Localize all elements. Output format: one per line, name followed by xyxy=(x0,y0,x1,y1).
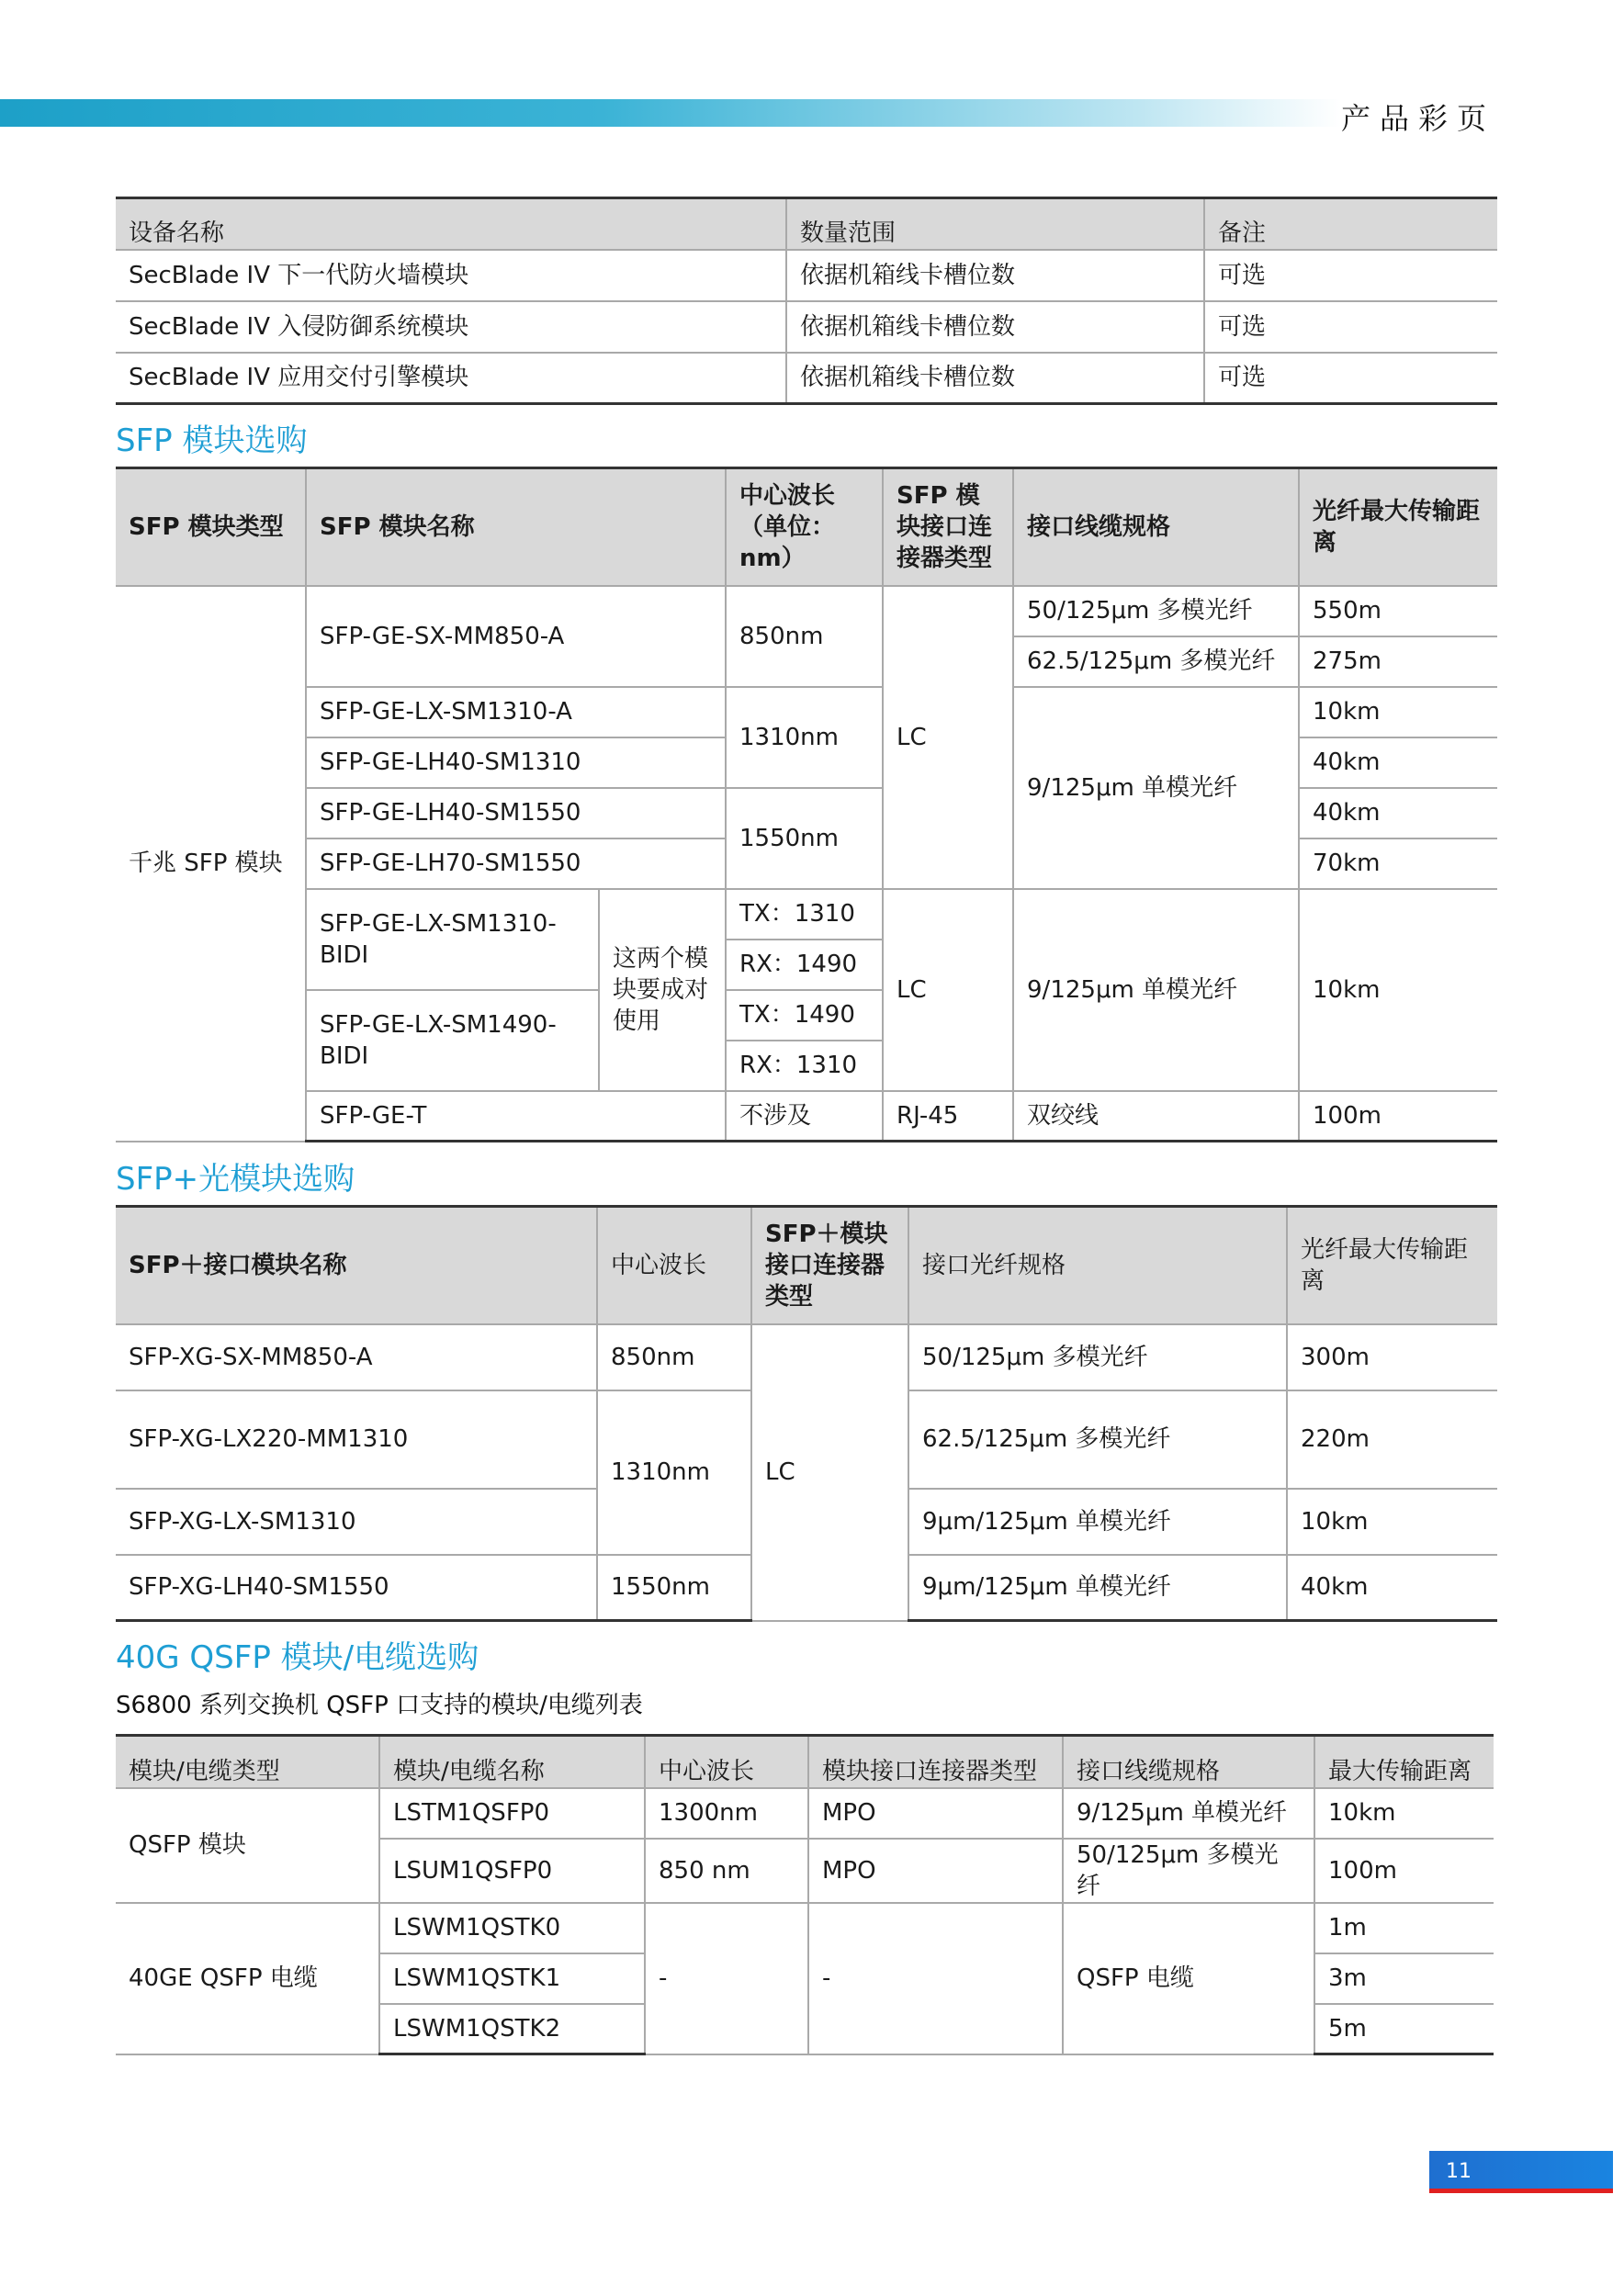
distance-cell: 40km xyxy=(1287,1555,1497,1621)
col-header: 最大传输距离 xyxy=(1314,1736,1494,1788)
cable-cell: 9/125μm 单模光纤 xyxy=(1013,687,1299,889)
module-name-cell: SFP-GE-LH40-SM1550 xyxy=(306,788,726,838)
distance-cell: 550m xyxy=(1299,586,1497,636)
table-row xyxy=(116,586,1497,636)
distance-cell: 3m xyxy=(1314,1953,1494,2004)
distance-cell: 100m xyxy=(1299,1091,1497,1142)
col-header: 光纤最大传输距离 xyxy=(1299,468,1497,586)
distance-cell: 220m xyxy=(1287,1390,1497,1489)
col-header: 接口线缆规格 xyxy=(1063,1736,1314,1788)
cable-cell: 9μm/125μm 单模光纤 xyxy=(908,1489,1287,1555)
distance-cell: 10km xyxy=(1287,1489,1497,1555)
table-row xyxy=(116,687,1497,737)
table-cell: 依据机箱线卡槽位数 xyxy=(786,353,1204,404)
module-name-cell: LSWM1QSTK1 xyxy=(379,1953,645,2004)
qsfp-table xyxy=(116,1734,1494,2055)
wavelength-cell: 1550nm xyxy=(597,1555,751,1621)
wavelength-cell: 1550nm xyxy=(726,788,883,889)
cable-cell: 62.5/125μm 多模光纤 xyxy=(908,1390,1287,1489)
distance-cell: 40km xyxy=(1299,788,1497,838)
device-table xyxy=(116,197,1497,405)
table-row xyxy=(116,353,1497,404)
distance-cell: 10km xyxy=(1299,889,1497,1091)
connector-cell: LC xyxy=(883,889,1013,1091)
module-name-cell: SFP-GE-T xyxy=(306,1091,726,1142)
sfp-table xyxy=(116,467,1497,1142)
distance-cell: 300m xyxy=(1287,1324,1497,1390)
module-name-cell: LSTM1QSFP0 xyxy=(379,1788,645,1839)
table-cell: SecBlade IV 入侵防御系统模块 xyxy=(116,301,786,353)
table-row xyxy=(116,1091,1497,1142)
col-header: 模块/电缆名称 xyxy=(379,1736,645,1788)
cable-cell: 50/125μm 多模光纤 xyxy=(908,1324,1287,1390)
cable-cell: 50/125μm 多模光纤 xyxy=(1063,1839,1314,1903)
wavelength-cell: RX：1490 xyxy=(726,940,883,990)
module-name-cell: SFP-GE-LX-SM1310-A xyxy=(306,687,726,737)
table-row xyxy=(116,889,1497,940)
col-header: 接口光纤规格 xyxy=(908,1207,1287,1324)
distance-cell: 275m xyxy=(1299,636,1497,687)
cable-cell: QSFP 电缆 xyxy=(1063,1903,1314,2054)
distance-cell: 5m xyxy=(1314,2004,1494,2054)
connector-cell: LC xyxy=(751,1324,908,1621)
section-title-sfp-plus: SFP+光模块选购 xyxy=(116,1161,355,1198)
table-row xyxy=(116,1324,1497,1390)
module-type-cell: QSFP 模块 xyxy=(116,1788,379,1903)
page-number: 11 xyxy=(1429,2151,1613,2193)
wavelength-cell: 850 nm xyxy=(645,1839,808,1903)
distance-cell: 1m xyxy=(1314,1903,1494,1953)
table-cell: 可选 xyxy=(1204,301,1497,353)
module-name-cell: LSUM1QSFP0 xyxy=(379,1839,645,1903)
module-name-cell: SFP-XG-SX-MM850-A xyxy=(116,1324,597,1390)
module-name-cell: SFP-GE-LX-SM1310-BIDI xyxy=(306,889,599,990)
module-name-cell: SFP-GE-LH40-SM1310 xyxy=(306,737,726,788)
col-header: 模块接口连接器类型 xyxy=(808,1736,1063,1788)
connector-cell: MPO xyxy=(808,1839,1063,1903)
col-header: 数量范围 xyxy=(786,198,1204,250)
module-name-cell: LSWM1QSTK2 xyxy=(379,2004,645,2054)
table-cell: SecBlade IV 应用交付引擎模块 xyxy=(116,353,786,404)
table-row xyxy=(116,1903,1494,1953)
col-header: 光纤最大传输距离 xyxy=(1287,1207,1497,1324)
table-row xyxy=(116,1788,1494,1839)
module-name-cell: LSWM1QSTK0 xyxy=(379,1903,645,1953)
wavelength-cell: RX：1310 xyxy=(726,1041,883,1091)
wavelength-cell: 850nm xyxy=(726,586,883,687)
bidi-note-cell: 这两个模块要成对使用 xyxy=(599,889,726,1091)
connector-cell: - xyxy=(808,1903,1063,2054)
wavelength-cell: 不涉及 xyxy=(726,1091,883,1142)
table-cell: 依据机箱线卡槽位数 xyxy=(786,301,1204,353)
distance-cell: 10km xyxy=(1299,687,1497,737)
table-cell: SecBlade IV 下一代防火墙模块 xyxy=(116,250,786,301)
qsfp-caption: S6800 系列交换机 QSFP 口支持的模块/电缆列表 xyxy=(116,1692,643,1719)
col-header: SFP＋模块接口连接器类型 xyxy=(751,1207,908,1324)
cable-cell: 9μm/125μm 单模光纤 xyxy=(908,1555,1287,1621)
wavelength-cell: 1300nm xyxy=(645,1788,808,1839)
distance-cell: 100m xyxy=(1314,1839,1494,1903)
table-cell: 可选 xyxy=(1204,250,1497,301)
wavelength-cell: - xyxy=(645,1903,808,2054)
connector-cell: LC xyxy=(883,586,1013,889)
section-title-qsfp: 40G QSFP 模块/电缆选购 xyxy=(116,1639,479,1676)
module-name-cell: SFP-XG-LH40-SM1550 xyxy=(116,1555,597,1621)
cable-cell: 9/125μm 单模光纤 xyxy=(1063,1788,1314,1839)
table-cell: 可选 xyxy=(1204,353,1497,404)
table-row xyxy=(116,301,1497,353)
cable-cell: 62.5/125μm 多模光纤 xyxy=(1013,636,1299,687)
cable-cell: 双绞线 xyxy=(1013,1091,1299,1142)
col-header: SFP 模块接口连接器类型 xyxy=(883,468,1013,586)
module-name-cell: SFP-GE-LX-SM1490-BIDI xyxy=(306,990,599,1091)
col-header: 中心波长 xyxy=(645,1736,808,1788)
table-row xyxy=(116,250,1497,301)
connector-cell: MPO xyxy=(808,1788,1063,1839)
distance-cell: 40km xyxy=(1299,737,1497,788)
page-header-title: 产品彩页 xyxy=(1341,101,1496,136)
module-name-cell: SFP-GE-SX-MM850-A xyxy=(306,586,726,687)
col-header: 接口线缆规格 xyxy=(1013,468,1299,586)
module-name-cell: SFP-XG-LX220-MM1310 xyxy=(116,1390,597,1489)
col-header: 中心波长 xyxy=(597,1207,751,1324)
connector-cell: RJ-45 xyxy=(883,1091,1013,1142)
module-name-cell: SFP-XG-LX-SM1310 xyxy=(116,1489,597,1555)
module-type-cell: 千兆 SFP 模块 xyxy=(116,586,306,1142)
header-gradient-bar xyxy=(0,99,1341,127)
sfp-plus-table xyxy=(116,1205,1497,1622)
wavelength-cell: 1310nm xyxy=(597,1390,751,1555)
col-header: SFP＋接口模块名称 xyxy=(116,1207,597,1324)
table-cell: 依据机箱线卡槽位数 xyxy=(786,250,1204,301)
module-type-cell: 40GE QSFP 电缆 xyxy=(116,1903,379,2054)
wavelength-cell: TX：1490 xyxy=(726,990,883,1041)
distance-cell: 70km xyxy=(1299,838,1497,889)
col-header: 设备名称 xyxy=(116,198,786,250)
cable-cell: 50/125μm 多模光纤 xyxy=(1013,586,1299,636)
wavelength-cell: 1310nm xyxy=(726,687,883,788)
wavelength-cell: TX：1310 xyxy=(726,889,883,940)
distance-cell: 10km xyxy=(1314,1788,1494,1839)
col-header: SFP 模块名称 xyxy=(306,468,726,586)
col-header: 备注 xyxy=(1204,198,1497,250)
col-header: 中心波长（单位：nm） xyxy=(726,468,883,586)
col-header: SFP 模块类型 xyxy=(116,468,306,586)
section-title-sfp: SFP 模块选购 xyxy=(116,422,308,459)
wavelength-cell: 850nm xyxy=(597,1324,751,1390)
col-header: 模块/电缆类型 xyxy=(116,1736,379,1788)
cable-cell: 9/125μm 单模光纤 xyxy=(1013,889,1299,1091)
module-name-cell: SFP-GE-LH70-SM1550 xyxy=(306,838,726,889)
